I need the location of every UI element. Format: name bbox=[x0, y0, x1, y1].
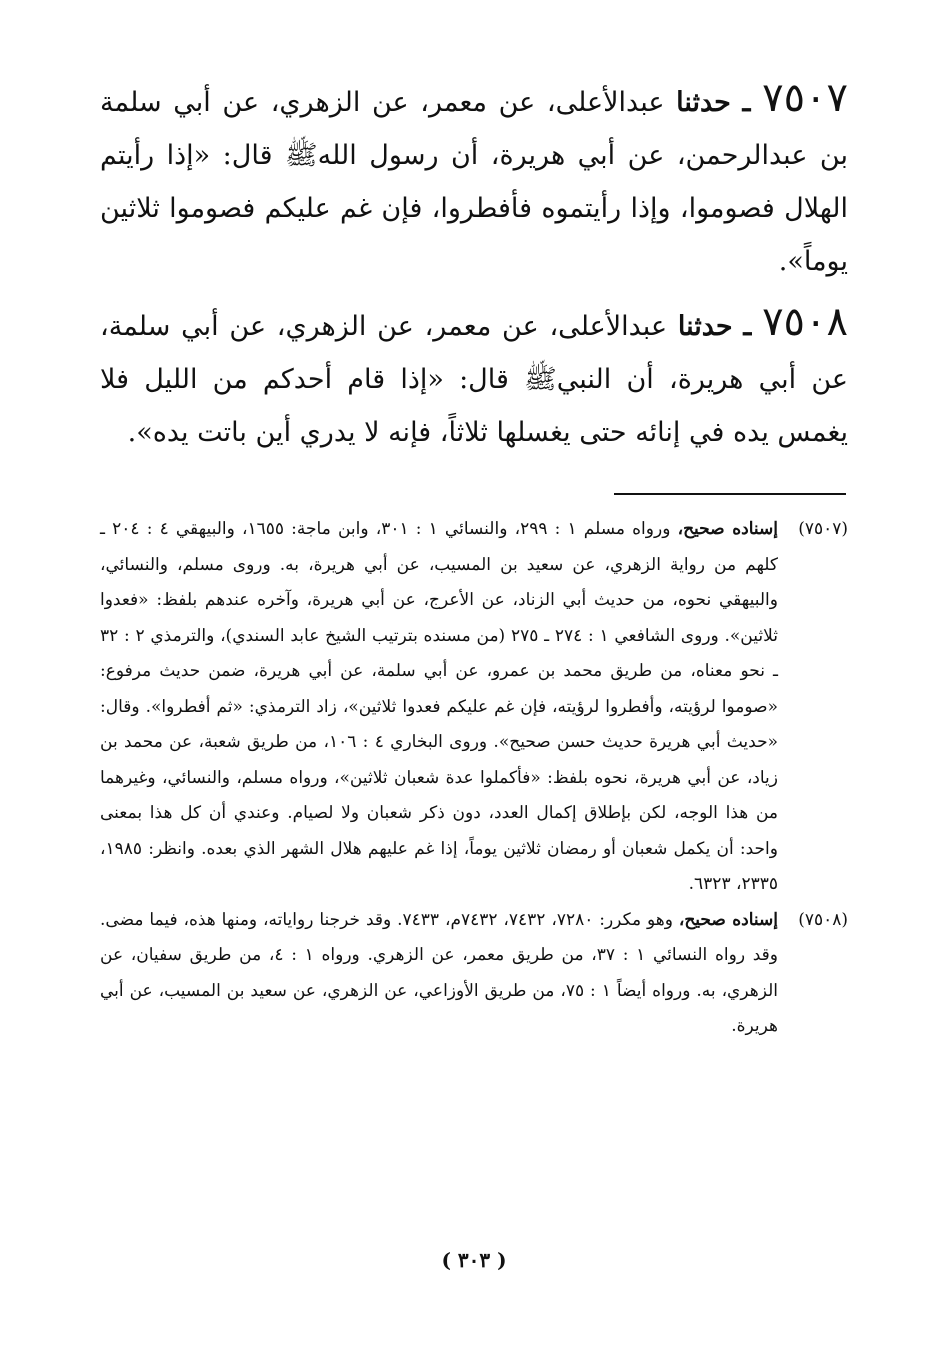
footnote-text: وهو مكرر: ٧٢٨٠، ٧٤٣٢، ٧٤٣٢م، ٧٤٣٣. وقد خرجنا رواياته، ومنها هذه، فيما مضى. وقد رواه النسائي ١ : ٣٧، من طريق معمر، عن الزهري. ورواه ١ : ٤، من طريق سفيان، عن الزهري، به. ورواه أيضاً ١ : ٧٥، من طريق الأوزاعي، عن الزهري، عن سعيد بن المسيب، عن أبي هريرة. bbox=[100, 909, 778, 1036]
hadith-7508 bbox=[100, 296, 848, 459]
haddathana-label: حدثنا bbox=[676, 87, 731, 118]
footnote-7507 bbox=[100, 512, 848, 903]
haddathana-label: حدثنا bbox=[677, 311, 733, 342]
hadith-text: عبدالأعلى، عن معمر، عن الزهري، عن أبي سلمة، عن أبي هريرة، أن النبيﷺ قال: «إذا قام أحدكم من الليل فلا يغمس يده في إنائه حتى يغسلها ثلاثاً، فإنه لا يدري أين باتت يده». bbox=[100, 311, 848, 448]
hadith-dash: ـ bbox=[743, 311, 752, 342]
main-text bbox=[100, 72, 848, 467]
footnote-ref: (٧٥٠٨) bbox=[798, 909, 848, 930]
footnote-label: إسناده صحيح، bbox=[677, 519, 778, 539]
hadith-dash: ـ bbox=[742, 87, 751, 118]
hadith-7507 bbox=[100, 72, 848, 288]
footnote-7508 bbox=[100, 903, 848, 1045]
hadith-number: ٧٥٠٨ bbox=[762, 299, 848, 345]
footnote-text: ورواه مسلم ١ : ٢٩٩، والنسائي ١ : ٣٠١، وابن ماجة: ١٦٥٥، والبيهقي ٤ : ٢٠٤ ـ كلهم من رواية الزهري، عن سعيد بن المسيب، عن أبي هريرة، به. وروى مسلم، والنسائي، والبيهقي نحوه، من حديث أبي الزناد، عن الأعرج، عن أبي هريرة، وآخره عندهم بلفظ: «فعدوا ثلاثين». وروى الشافعي ١ : ٢٧٤ ـ ٢٧٥ (من مسنده بترتيب الشيخ عابد السندي)، والترمذي ٢ : ٣٢ ـ نحو معناه، من طريق محمد بن عمرو، عن أبي سلمة، عن أبي هريرة، ضمن حديث مرفوع: «صوموا لرؤيته، وأفطروا لرؤيته، فإن غم عليكم فعدوا ثلاثين»، زاد الترمذي: «ثم أفطروا». وقال: «حديث أبي هريرة حديث حسن صحيح». وروى البخاري ٤ : ١٠٦، من طريق شعبة، عن محمد بن زياد، عن أبي هريرة، نحوه بلفظ: «فأكملوا عدة شعبان ثلاثين»، ورواه مسلم، والنسائي، وغيرهما من هذا الوجه، لكن بإطلاق إكمال العدد، دون ذكر شعبان ولا لصيام. وعندي أن كل هذا بمعنى واحد: أن يكمل شعبان أو رمضان ثلاثين يوماً، إذا غم عليهم هلال الشهر الذي بعده. وانظر: ١٩٨٥، ٢٣٣٥، ٦٣٢٣. bbox=[100, 519, 778, 894]
hadith-text: عبدالأعلى، عن معمر، عن الزهري، عن أبي سلمة بن عبدالرحمن، عن أبي هريرة، أن رسول اللهﷺ قال: «إذا رأيتم الهلال فصوموا، وإذا رأيتموه فأفطروا، فإن غم عليكم فصوموا ثلاثين يوماً». bbox=[100, 87, 848, 277]
page-number: ( ٣٠٣ ) bbox=[441, 1248, 507, 1272]
footnote-separator bbox=[614, 493, 846, 495]
hadith-number: ٧٥٠٧ bbox=[762, 75, 849, 121]
footnote-label: إسناده صحيح، bbox=[678, 909, 778, 930]
footnotes bbox=[100, 512, 848, 1045]
footnote-ref: (٧٥٠٧) bbox=[798, 519, 848, 539]
